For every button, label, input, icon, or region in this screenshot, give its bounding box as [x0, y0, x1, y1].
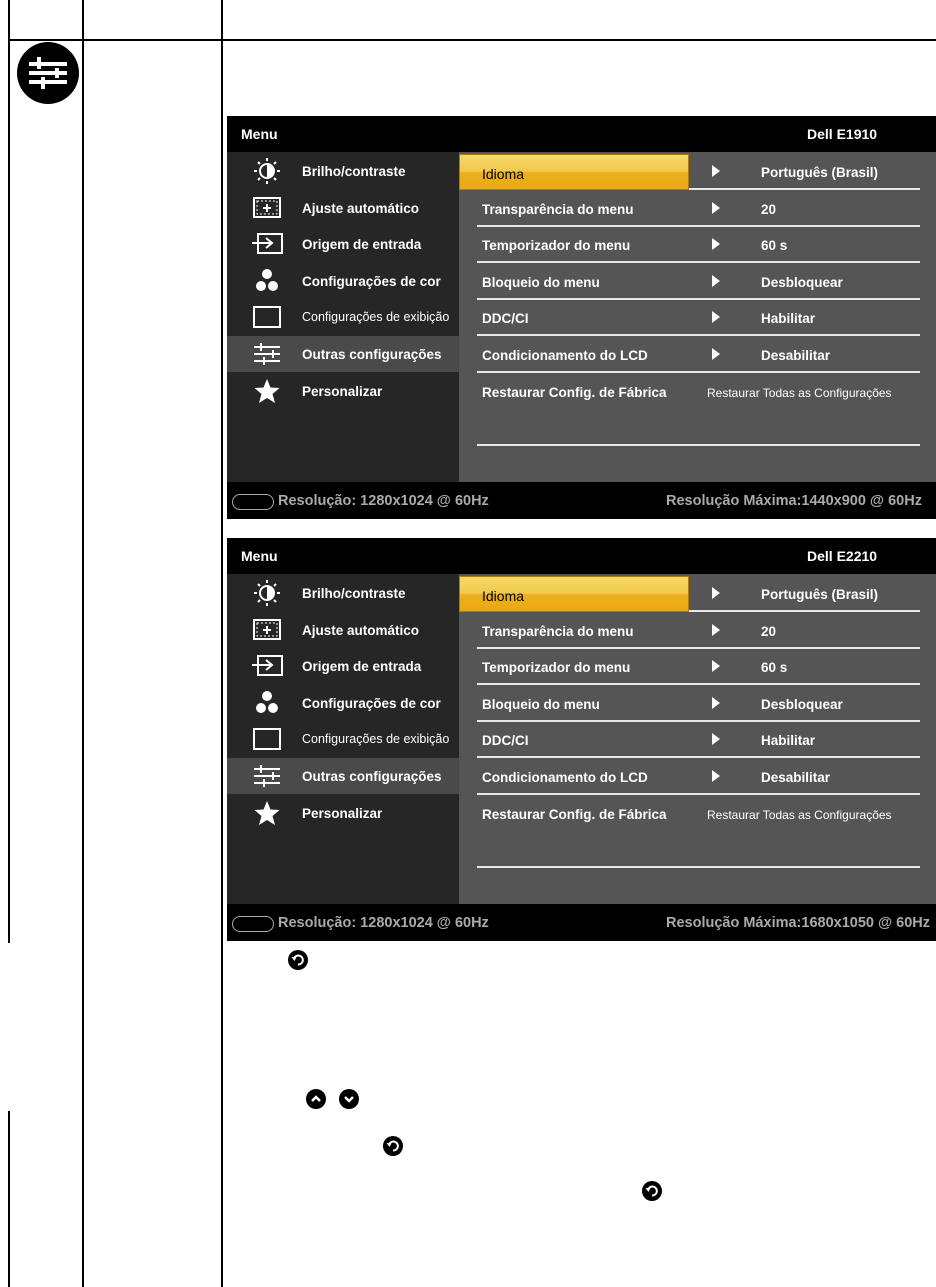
submenu-label: Idioma: [482, 166, 525, 182]
input-source-icon: [249, 231, 285, 257]
submenu-row[interactable]: [477, 337, 920, 373]
max-resolution: Resolução Máxima:1680x1050 @ 60Hz: [666, 915, 931, 931]
main-menu-item[interactable]: [227, 721, 459, 757]
arrow-right-icon: [712, 348, 720, 360]
submenu-label: DDC/CI: [482, 733, 529, 749]
input-source-icon: [249, 653, 285, 679]
submenu-value: Desbloquear: [761, 274, 843, 290]
color-settings-icon: [249, 268, 285, 294]
submenu-label: Bloqueio do menu: [482, 274, 600, 290]
arrow-right-icon: [712, 624, 720, 636]
main-menu-label: Origem de entrada: [302, 237, 422, 253]
main-menu-label: Configurações de cor: [302, 273, 441, 289]
main-menu-item[interactable]: [227, 758, 459, 794]
main-menu-label: Personalizar: [302, 805, 383, 821]
main-menu-list: [227, 152, 459, 482]
current-resolution: Resolução: 1280x1024 @ 60Hz: [278, 915, 489, 931]
arrow-right-icon: [712, 238, 720, 250]
main-menu-item[interactable]: [227, 648, 459, 684]
submenu-row[interactable]: [477, 264, 920, 300]
max-resolution: Resolução Máxima:1440x900 @ 60Hz: [666, 493, 922, 509]
submenu-label: Transparência do menu: [482, 623, 634, 639]
arrow-right-icon: [712, 275, 720, 287]
other-settings-icon: [249, 341, 285, 367]
osd-menu-e1910: [227, 116, 936, 519]
submenu-row[interactable]: [477, 191, 920, 227]
star-icon: [249, 800, 285, 826]
arrow-right-icon: [712, 202, 720, 214]
submenu-list: [459, 152, 936, 482]
submenu-row[interactable]: [477, 796, 920, 832]
main-menu-item[interactable]: [227, 612, 459, 648]
submenu-label: Transparência do menu: [482, 201, 634, 217]
main-menu-label: Brilho/contraste: [302, 164, 406, 179]
main-menu-label: Outras configurações: [302, 347, 442, 362]
submenu-value: Restaurar Todas as Configurações: [707, 385, 892, 400]
main-menu-list: [227, 574, 459, 904]
submenu-row[interactable]: [477, 300, 920, 336]
other-settings-icon: [249, 763, 285, 789]
submenu-label: Temporizador do menu: [482, 238, 631, 254]
submenu-label: Condicionamento do LCD: [482, 348, 648, 363]
table-header-divider: [8, 39, 936, 41]
osd-footer: [227, 904, 936, 941]
osd-menu-e2210: [227, 538, 936, 941]
brightness-contrast-icon: [249, 580, 285, 606]
menu-title: Menu: [241, 126, 278, 142]
arrow-right-icon: [712, 770, 720, 782]
model-name: Dell E2210: [807, 548, 878, 564]
table-border-left: [8, 0, 10, 943]
osd-header: [227, 116, 936, 152]
submenu-value: 20: [761, 201, 777, 217]
osd-header: [227, 538, 936, 574]
main-menu-item[interactable]: [227, 575, 459, 611]
submenu-value: Português (Brasil): [761, 587, 879, 602]
main-menu-item[interactable]: [227, 373, 459, 409]
display-settings-icon: [249, 726, 285, 752]
submenu-row[interactable]: [477, 722, 920, 758]
submenu-label: Bloqueio do menu: [482, 696, 600, 712]
submenu-value: Desabilitar: [761, 348, 831, 363]
auto-adjust-icon: [249, 617, 285, 643]
arrow-right-icon: [712, 165, 720, 177]
up-button-icon: [306, 1089, 326, 1109]
submenu-row[interactable]: [477, 686, 920, 722]
submenu-label: Temporizador do menu: [482, 660, 631, 676]
main-menu-item[interactable]: [227, 263, 459, 299]
arrow-right-icon: [712, 587, 720, 599]
submenu-value: Habilitar: [761, 733, 816, 749]
submenu-empty-row: [477, 410, 920, 446]
submenu-row[interactable]: [477, 374, 920, 410]
selected-submenu-item[interactable]: [459, 576, 689, 612]
main-menu-label: Personalizar: [302, 383, 383, 399]
arrow-right-icon: [712, 660, 720, 672]
submenu-value: 60 s: [761, 660, 788, 676]
submenu-row[interactable]: [477, 613, 920, 649]
main-menu-label: Ajuste automático: [302, 200, 420, 216]
current-resolution: Resolução: 1280x1024 @ 60Hz: [278, 493, 489, 509]
back-button-icon: [383, 1136, 403, 1156]
back-button-icon: [288, 950, 308, 970]
submenu-label: Idioma: [482, 588, 525, 604]
main-menu-item[interactable]: [227, 226, 459, 262]
main-menu-label: Ajuste automático: [302, 622, 420, 638]
back-button-icon: [642, 1181, 662, 1201]
display-settings-icon: [249, 304, 285, 330]
submenu-label: Restaurar Config. de Fábrica: [482, 384, 667, 400]
arrow-right-icon: [712, 697, 720, 709]
down-button-icon: [339, 1089, 359, 1109]
table-divider-1: [82, 0, 84, 1287]
main-menu-item[interactable]: [227, 153, 459, 189]
main-menu-item[interactable]: [227, 336, 459, 372]
submenu-value: Desbloquear: [761, 696, 843, 712]
submenu-label: Restaurar Config. de Fábrica: [482, 806, 667, 822]
main-menu-item[interactable]: [227, 190, 459, 226]
menu-title: Menu: [241, 548, 278, 564]
arrow-right-icon: [712, 733, 720, 745]
submenu-value: Habilitar: [761, 311, 816, 327]
submenu-label: Condicionamento do LCD: [482, 770, 648, 785]
main-menu-label: Configurações de exibição: [302, 732, 450, 747]
submenu-label: DDC/CI: [482, 311, 529, 327]
osd-footer: [227, 482, 936, 519]
main-menu-label: Brilho/contraste: [302, 586, 406, 601]
submenu-row[interactable]: [477, 649, 920, 685]
submenu-empty-row: [477, 832, 920, 868]
auto-adjust-icon: [249, 195, 285, 221]
submenu-value: Desabilitar: [761, 770, 831, 785]
model-name: Dell E1910: [807, 126, 878, 142]
vga-connector-icon: [232, 494, 274, 510]
vga-connector-icon: [232, 916, 274, 932]
main-menu-label: Configurações de exibição: [302, 310, 450, 325]
main-menu-item[interactable]: [227, 795, 459, 831]
table-divider-2: [221, 0, 223, 1287]
star-icon: [249, 378, 285, 404]
submenu-list: [459, 574, 936, 904]
main-menu-label: Origem de entrada: [302, 659, 422, 675]
submenu-value: Português (Brasil): [761, 165, 879, 180]
arrow-right-icon: [712, 311, 720, 323]
table-border-left-lower: [8, 1111, 10, 1287]
submenu-row[interactable]: [477, 759, 920, 795]
main-menu-item[interactable]: [227, 299, 459, 335]
main-menu-label: Configurações de cor: [302, 695, 441, 711]
main-menu-label: Outras configurações: [302, 769, 442, 784]
submenu-value: 60 s: [761, 238, 788, 254]
other-settings-icon: [17, 42, 79, 104]
main-menu-item[interactable]: [227, 685, 459, 721]
submenu-row[interactable]: [477, 227, 920, 263]
color-settings-icon: [249, 690, 285, 716]
submenu-value: Restaurar Todas as Configurações: [707, 807, 892, 822]
selected-submenu-item[interactable]: [459, 154, 689, 190]
submenu-value: 20: [761, 623, 777, 639]
brightness-contrast-icon: [249, 158, 285, 184]
